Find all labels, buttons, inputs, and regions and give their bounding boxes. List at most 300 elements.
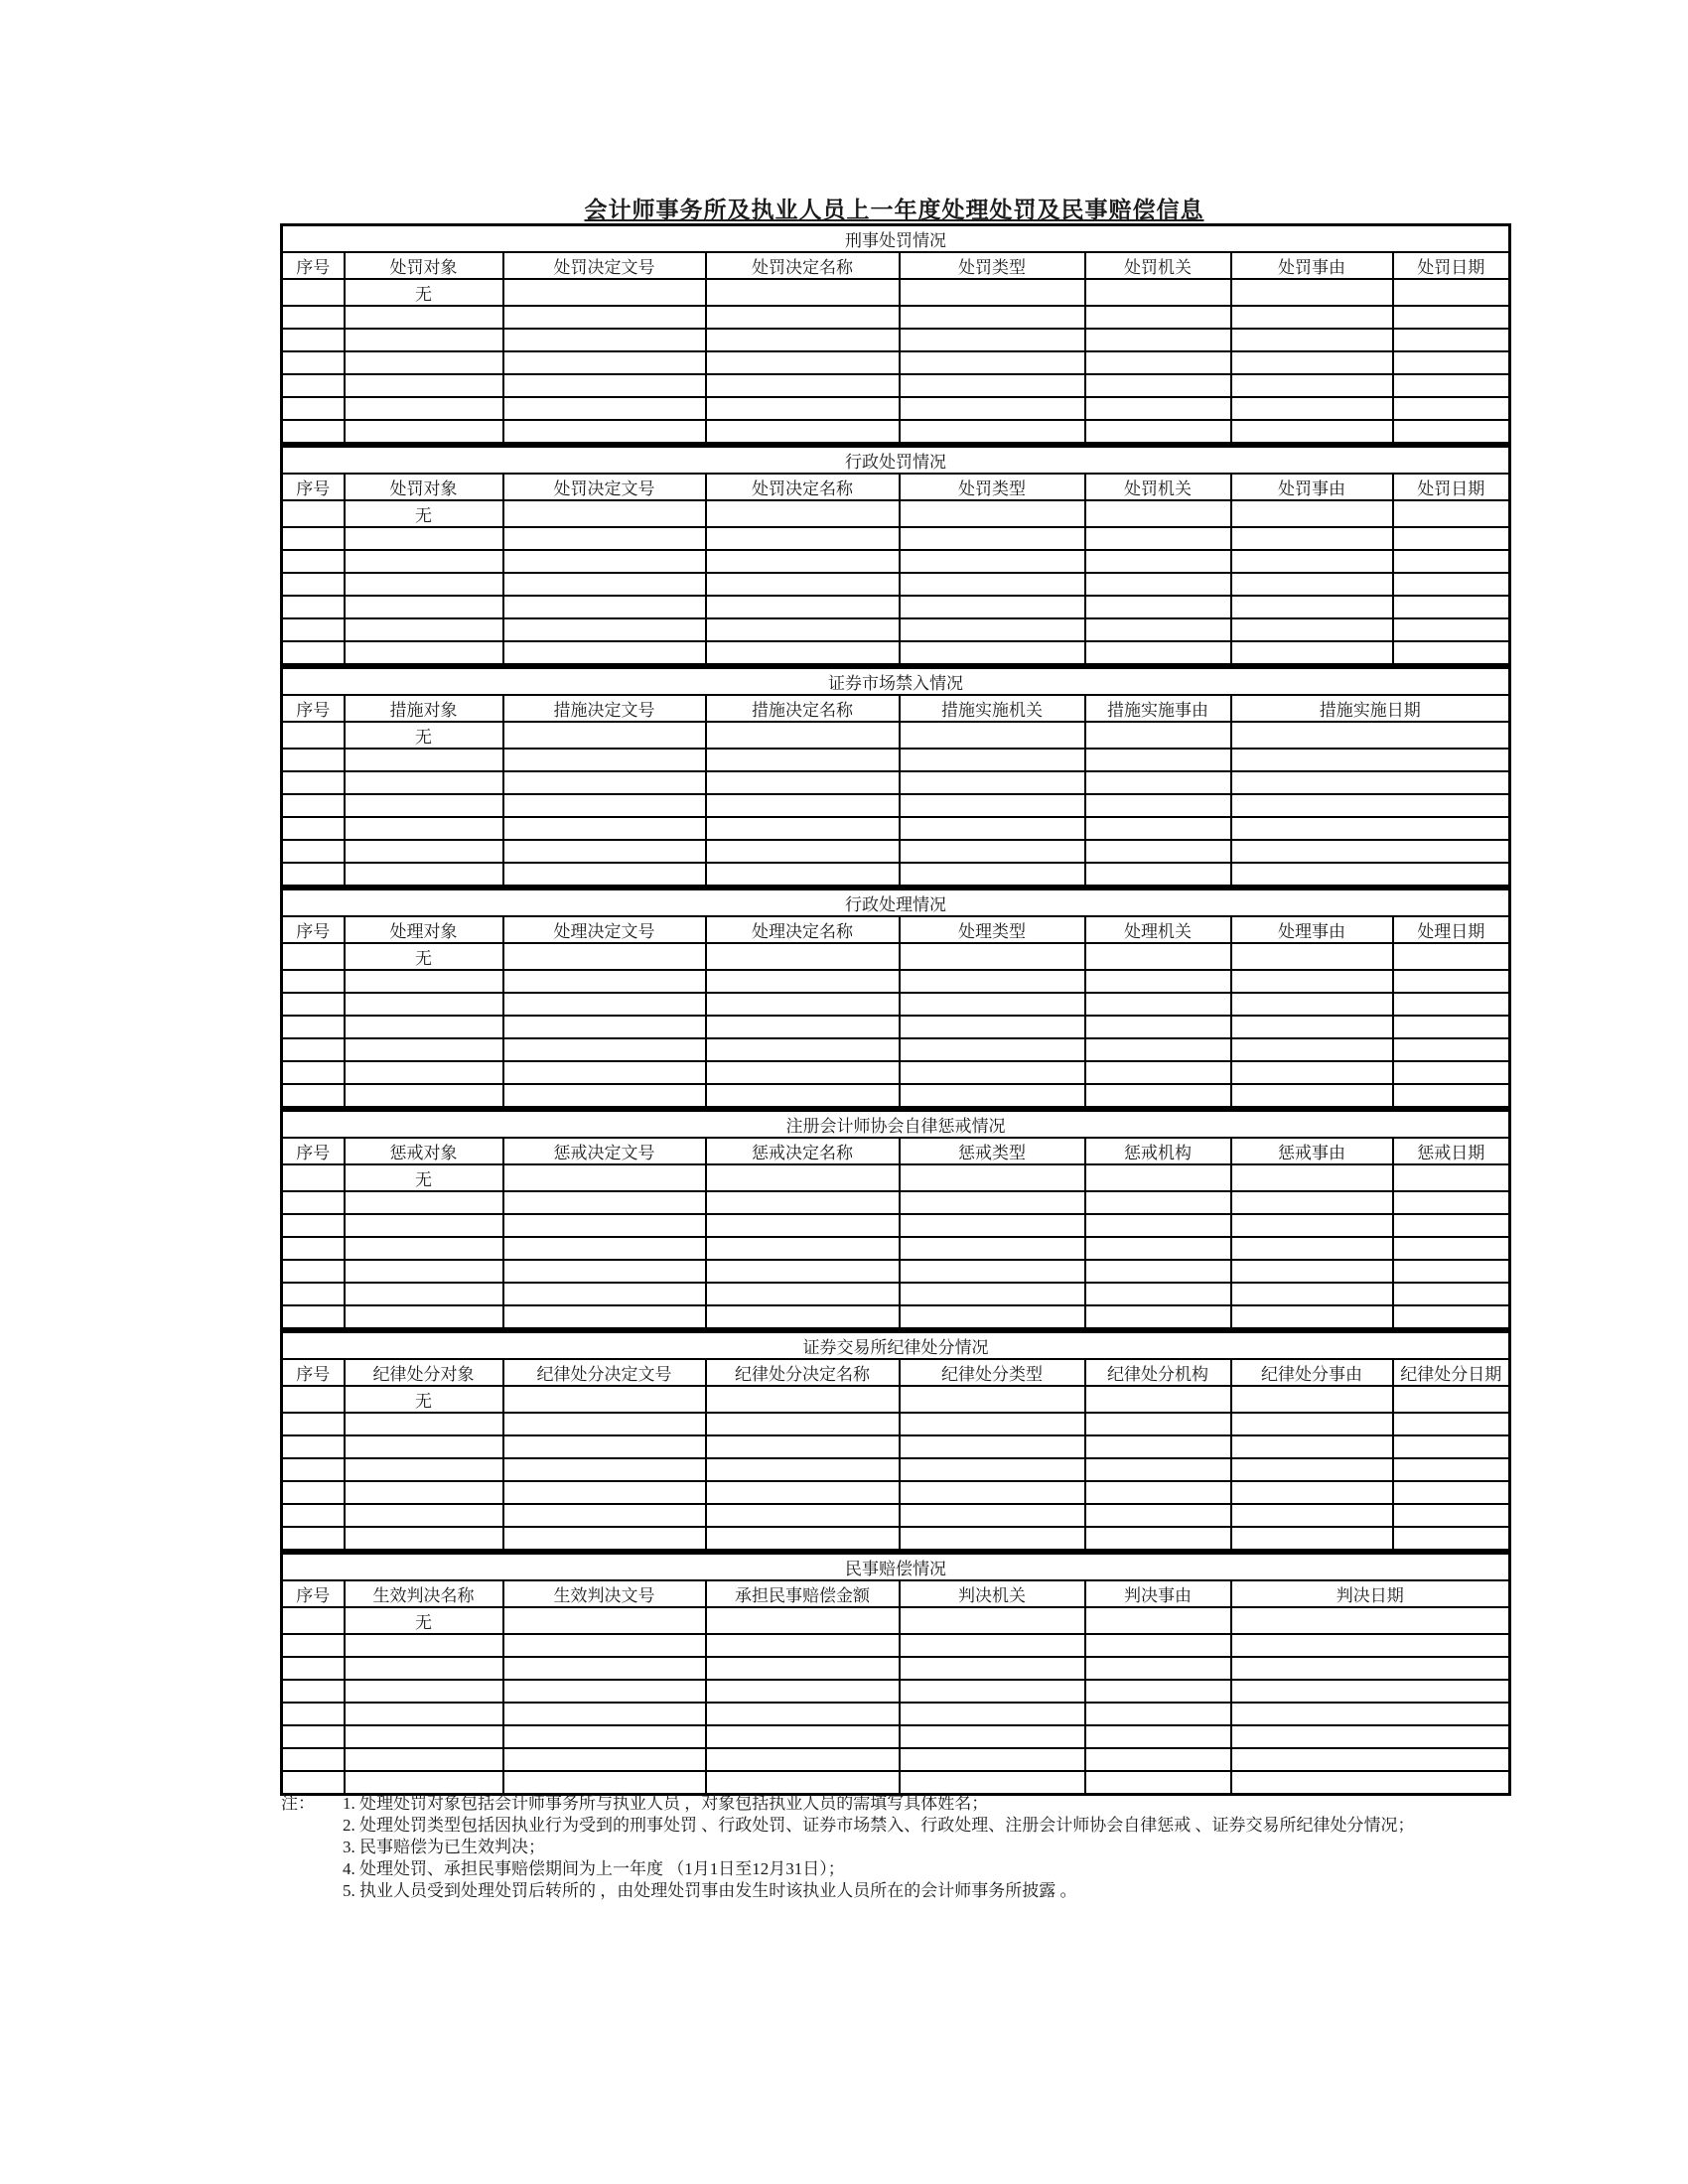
column-header: 处罚日期 <box>1393 252 1510 279</box>
empty-cell <box>900 573 1085 596</box>
empty-cell <box>900 329 1085 351</box>
empty-cell <box>1231 1458 1393 1481</box>
empty-cell <box>1393 618 1510 641</box>
empty-cell <box>503 749 706 771</box>
table-row <box>282 1061 1510 1084</box>
no-record-cell: 无 <box>345 1607 503 1634</box>
empty-cell <box>900 550 1085 573</box>
empty-cell <box>1393 306 1510 329</box>
empty-cell <box>503 351 706 374</box>
column-header: 惩戒机构 <box>1085 1138 1231 1164</box>
empty-cell <box>706 351 900 374</box>
empty-cell <box>282 279 345 306</box>
column-header: 措施决定名称 <box>706 695 900 722</box>
column-header: 序号 <box>282 1580 345 1607</box>
column-header: 序号 <box>282 695 345 722</box>
table-row <box>282 771 1510 794</box>
empty-cell <box>1231 1634 1510 1657</box>
note-item: 3. 民事赔偿为已生效判决； <box>343 1838 545 1856</box>
column-header: 处罚对象 <box>345 474 503 500</box>
empty-cell <box>1085 749 1231 771</box>
column-header: 纪律处分决定文号 <box>503 1359 706 1386</box>
empty-cell <box>1393 1435 1510 1458</box>
empty-cell <box>1393 1084 1510 1108</box>
no-record-cell: 无 <box>345 943 503 970</box>
column-header: 判决日期 <box>1231 1580 1510 1607</box>
notes <box>281 1793 1572 1902</box>
empty-cell <box>900 817 1085 840</box>
empty-cell <box>503 374 706 397</box>
empty-cell <box>706 722 900 749</box>
empty-cell <box>1085 618 1231 641</box>
empty-cell <box>1231 1386 1393 1413</box>
empty-cell <box>503 1237 706 1260</box>
table-row <box>282 1283 1510 1305</box>
empty-cell <box>1393 1237 1510 1260</box>
empty-cell <box>1085 1657 1231 1680</box>
empty-cell <box>282 573 345 596</box>
column-header: 生效判决文号 <box>503 1580 706 1607</box>
empty-cell <box>345 1260 503 1283</box>
section-table-3 <box>280 666 1511 887</box>
empty-cell <box>706 1061 900 1084</box>
empty-cell <box>1085 573 1231 596</box>
empty-cell <box>706 1413 900 1435</box>
table-row <box>282 1504 1510 1527</box>
column-header: 惩戒事由 <box>1231 1138 1393 1164</box>
empty-cell <box>1393 527 1510 550</box>
empty-cell <box>706 279 900 306</box>
empty-cell <box>503 1084 706 1108</box>
empty-cell <box>706 1386 900 1413</box>
empty-cell <box>282 1084 345 1108</box>
empty-cell <box>706 1771 900 1795</box>
empty-cell <box>1231 1771 1510 1795</box>
empty-cell <box>345 1435 503 1458</box>
empty-cell <box>282 618 345 641</box>
empty-cell <box>1085 1458 1231 1481</box>
empty-cell <box>1393 573 1510 596</box>
no-record-cell: 无 <box>345 279 503 306</box>
empty-cell <box>900 1016 1085 1038</box>
empty-cell <box>706 993 900 1016</box>
empty-cell <box>1393 993 1510 1016</box>
empty-cell <box>1231 1214 1393 1237</box>
empty-cell <box>282 1164 345 1191</box>
empty-cell <box>900 1657 1085 1680</box>
empty-cell <box>706 1214 900 1237</box>
empty-cell <box>1085 329 1231 351</box>
empty-cell <box>1393 397 1510 420</box>
table-row <box>282 618 1510 641</box>
empty-cell <box>706 397 900 420</box>
empty-cell <box>345 306 503 329</box>
table-row <box>282 1527 1510 1551</box>
empty-cell <box>1085 1725 1231 1748</box>
column-header: 序号 <box>282 916 345 943</box>
empty-cell <box>282 1061 345 1084</box>
empty-cell <box>1085 817 1231 840</box>
empty-cell <box>900 1084 1085 1108</box>
empty-cell <box>503 1481 706 1504</box>
empty-cell <box>1085 550 1231 573</box>
empty-cell <box>1231 397 1393 420</box>
table-row <box>282 527 1510 550</box>
empty-cell <box>706 771 900 794</box>
empty-cell <box>282 1283 345 1305</box>
empty-cell <box>345 1725 503 1748</box>
empty-cell <box>1085 397 1231 420</box>
empty-cell <box>1393 1481 1510 1504</box>
empty-cell <box>282 596 345 618</box>
column-header: 纪律处分事由 <box>1231 1359 1393 1386</box>
empty-cell <box>706 641 900 665</box>
empty-cell <box>1231 527 1393 550</box>
section-table-6 <box>280 1330 1511 1552</box>
empty-cell <box>706 943 900 970</box>
empty-cell <box>1085 1481 1231 1504</box>
table-row <box>282 1458 1510 1481</box>
table-row <box>282 1435 1510 1458</box>
empty-cell <box>1085 1634 1231 1657</box>
column-header: 生效判决名称 <box>345 1580 503 1607</box>
empty-cell <box>1231 500 1393 527</box>
empty-cell <box>900 1481 1085 1504</box>
empty-cell <box>282 329 345 351</box>
table-row <box>282 641 1510 665</box>
empty-cell <box>1231 1481 1393 1504</box>
table-row <box>282 500 1510 527</box>
empty-cell <box>1393 374 1510 397</box>
column-header: 序号 <box>282 474 345 500</box>
empty-cell <box>503 1386 706 1413</box>
empty-cell <box>282 817 345 840</box>
table-row <box>282 1016 1510 1038</box>
column-header: 惩戒决定文号 <box>503 1138 706 1164</box>
empty-cell <box>900 1771 1085 1795</box>
column-header: 措施决定文号 <box>503 695 706 722</box>
page-title: 会计师事务所及执业人员上一年度处理处罚及民事赔偿信息 <box>584 198 1204 222</box>
table-row <box>282 1680 1510 1703</box>
empty-cell <box>1231 840 1510 863</box>
empty-cell <box>900 397 1085 420</box>
empty-cell <box>900 618 1085 641</box>
column-header: 处理决定文号 <box>503 916 706 943</box>
empty-cell <box>282 306 345 329</box>
column-header: 纪律处分日期 <box>1393 1359 1510 1386</box>
empty-cell <box>900 279 1085 306</box>
empty-cell <box>345 840 503 863</box>
empty-cell <box>282 1413 345 1435</box>
column-header: 处理决定名称 <box>706 916 900 943</box>
empty-cell <box>900 1237 1085 1260</box>
table-row <box>282 1771 1510 1795</box>
empty-cell <box>1085 722 1231 749</box>
column-header: 处罚决定名称 <box>706 252 900 279</box>
empty-cell <box>282 1016 345 1038</box>
column-header: 处理日期 <box>1393 916 1510 943</box>
empty-cell <box>1231 1016 1393 1038</box>
note-item: 2. 处理处罚类型包括因执业行为受到的刑事处罚 、行政处罚、证券市场禁入、行政处理、注册会计师协会自律惩戒 、证券交易所纪律处分情况； <box>343 1816 1415 1835</box>
empty-cell <box>345 641 503 665</box>
empty-cell <box>503 306 706 329</box>
empty-cell <box>706 749 900 771</box>
empty-cell <box>282 1214 345 1237</box>
column-header: 纪律处分机构 <box>1085 1359 1231 1386</box>
empty-cell <box>900 641 1085 665</box>
empty-cell <box>706 527 900 550</box>
empty-cell <box>706 1260 900 1283</box>
note-item: 4. 处理处罚、承担民事赔偿期间为上一年度 （1月1日至12月31日）； <box>343 1859 845 1878</box>
empty-cell <box>900 1748 1085 1771</box>
empty-cell <box>1231 1607 1510 1634</box>
empty-cell <box>1085 1164 1231 1191</box>
table-row <box>282 1386 1510 1413</box>
empty-cell <box>345 749 503 771</box>
table-row <box>282 1413 1510 1435</box>
empty-cell <box>345 374 503 397</box>
empty-cell <box>1231 771 1510 794</box>
empty-cell <box>503 573 706 596</box>
column-header: 措施对象 <box>345 695 503 722</box>
section-table-4 <box>280 887 1511 1109</box>
empty-cell <box>1393 1386 1510 1413</box>
empty-cell <box>706 1703 900 1725</box>
empty-cell <box>900 1260 1085 1283</box>
section-table-7 <box>280 1552 1511 1796</box>
table-row <box>282 794 1510 817</box>
section-title: 民事赔偿情况 <box>282 1554 1510 1581</box>
penalty-tables <box>280 223 1511 1796</box>
empty-cell <box>345 1191 503 1214</box>
empty-cell <box>900 374 1085 397</box>
empty-cell <box>345 1016 503 1038</box>
empty-cell <box>1231 573 1393 596</box>
empty-cell <box>706 1481 900 1504</box>
table-row <box>282 306 1510 329</box>
empty-cell <box>1085 1038 1231 1061</box>
empty-cell <box>345 397 503 420</box>
empty-cell <box>345 1481 503 1504</box>
empty-cell <box>345 1748 503 1771</box>
empty-cell <box>345 1038 503 1061</box>
empty-cell <box>900 1305 1085 1329</box>
empty-cell <box>1231 1237 1393 1260</box>
empty-cell <box>282 420 345 444</box>
empty-cell <box>1393 1191 1510 1214</box>
empty-cell <box>282 641 345 665</box>
section-title: 证券交易所纪律处分情况 <box>282 1332 1510 1360</box>
empty-cell <box>503 1634 706 1657</box>
empty-cell <box>503 1038 706 1061</box>
column-header: 处理机关 <box>1085 916 1231 943</box>
column-header: 处罚决定文号 <box>503 474 706 500</box>
table-row <box>282 1305 1510 1329</box>
empty-cell <box>1231 970 1393 993</box>
empty-cell <box>1231 329 1393 351</box>
empty-cell <box>706 1725 900 1748</box>
empty-cell <box>345 1458 503 1481</box>
empty-cell <box>1085 1386 1231 1413</box>
empty-cell <box>1393 1061 1510 1084</box>
empty-cell <box>345 1680 503 1703</box>
empty-cell <box>503 1527 706 1551</box>
empty-cell <box>1231 943 1393 970</box>
column-header: 承担民事赔偿金额 <box>706 1580 900 1607</box>
empty-cell <box>1393 351 1510 374</box>
empty-cell <box>706 573 900 596</box>
column-header: 纪律处分类型 <box>900 1359 1085 1386</box>
empty-cell <box>900 840 1085 863</box>
empty-cell <box>282 1458 345 1481</box>
empty-cell <box>282 1305 345 1329</box>
empty-cell <box>345 817 503 840</box>
column-header: 处理事由 <box>1231 916 1393 943</box>
empty-cell <box>282 1725 345 1748</box>
column-header: 惩戒日期 <box>1393 1138 1510 1164</box>
empty-cell <box>345 1214 503 1237</box>
empty-cell <box>900 1283 1085 1305</box>
empty-cell <box>503 596 706 618</box>
empty-cell <box>503 794 706 817</box>
empty-cell <box>706 329 900 351</box>
empty-cell <box>706 420 900 444</box>
empty-cell <box>900 1214 1085 1237</box>
empty-cell <box>282 1527 345 1551</box>
empty-cell <box>1231 1191 1393 1214</box>
empty-cell <box>706 1657 900 1680</box>
empty-cell <box>1085 863 1231 887</box>
empty-cell <box>706 863 900 887</box>
empty-cell <box>503 1504 706 1527</box>
empty-cell <box>1231 351 1393 374</box>
table-row <box>282 1634 1510 1657</box>
empty-cell <box>900 420 1085 444</box>
empty-cell <box>1085 527 1231 550</box>
empty-cell <box>345 1657 503 1680</box>
table-row <box>282 943 1510 970</box>
empty-cell <box>503 329 706 351</box>
empty-cell <box>1231 618 1393 641</box>
empty-cell <box>503 1191 706 1214</box>
empty-cell <box>282 1260 345 1283</box>
empty-cell <box>1231 1703 1510 1725</box>
empty-cell <box>706 1504 900 1527</box>
empty-cell <box>1085 943 1231 970</box>
empty-cell <box>1231 1283 1393 1305</box>
column-header: 处罚决定文号 <box>503 252 706 279</box>
empty-cell <box>345 420 503 444</box>
empty-cell <box>1085 420 1231 444</box>
table-row <box>282 351 1510 374</box>
empty-cell <box>345 351 503 374</box>
table-row <box>282 1084 1510 1108</box>
column-header: 处罚事由 <box>1231 252 1393 279</box>
empty-cell <box>503 1458 706 1481</box>
empty-cell <box>1231 641 1393 665</box>
empty-cell <box>900 500 1085 527</box>
notes-label: 注： <box>281 1794 315 1813</box>
empty-cell <box>282 527 345 550</box>
empty-cell <box>706 1527 900 1551</box>
empty-cell <box>503 500 706 527</box>
table-row <box>282 1703 1510 1725</box>
empty-cell <box>1393 550 1510 573</box>
empty-cell <box>1393 1164 1510 1191</box>
no-record-cell: 无 <box>345 1164 503 1191</box>
empty-cell <box>345 1084 503 1108</box>
empty-cell <box>282 970 345 993</box>
table-row <box>282 1481 1510 1504</box>
empty-cell <box>282 397 345 420</box>
empty-cell <box>282 374 345 397</box>
empty-cell <box>706 1084 900 1108</box>
column-header: 处罚类型 <box>900 474 1085 500</box>
empty-cell <box>345 970 503 993</box>
empty-cell <box>1393 1016 1510 1038</box>
empty-cell <box>345 1305 503 1329</box>
empty-cell <box>1085 771 1231 794</box>
empty-cell <box>503 863 706 887</box>
empty-cell <box>345 1527 503 1551</box>
column-header: 处罚对象 <box>345 252 503 279</box>
table-row <box>282 1214 1510 1237</box>
table-row <box>282 863 1510 887</box>
empty-cell <box>1085 1214 1231 1237</box>
empty-cell <box>706 550 900 573</box>
empty-cell <box>900 1680 1085 1703</box>
empty-cell <box>706 1607 900 1634</box>
column-header: 处罚类型 <box>900 252 1085 279</box>
empty-cell <box>706 970 900 993</box>
no-record-cell: 无 <box>345 500 503 527</box>
empty-cell <box>503 1703 706 1725</box>
table-row <box>282 420 1510 444</box>
column-header: 纪律处分决定名称 <box>706 1359 900 1386</box>
empty-cell <box>345 1504 503 1527</box>
empty-cell <box>900 351 1085 374</box>
empty-cell <box>1085 1435 1231 1458</box>
empty-cell <box>1085 1413 1231 1435</box>
empty-cell <box>1231 1084 1393 1108</box>
empty-cell <box>282 1435 345 1458</box>
empty-cell <box>1393 1504 1510 1527</box>
empty-cell <box>1085 351 1231 374</box>
column-header: 处罚机关 <box>1085 474 1231 500</box>
empty-cell <box>900 1458 1085 1481</box>
column-header: 惩戒决定名称 <box>706 1138 900 1164</box>
empty-cell <box>503 527 706 550</box>
empty-cell <box>1085 1504 1231 1527</box>
table-row <box>282 1164 1510 1191</box>
no-record-cell: 无 <box>345 722 503 749</box>
empty-cell <box>900 993 1085 1016</box>
note-item: 1. 处理处罚对象包括会计师事务所与执业人员 ，对象包括执业人员的需填写具体姓名； <box>343 1794 989 1813</box>
empty-cell <box>345 618 503 641</box>
empty-cell <box>1231 1748 1510 1771</box>
empty-cell <box>706 1435 900 1458</box>
empty-cell <box>706 306 900 329</box>
empty-cell <box>503 618 706 641</box>
empty-cell <box>1085 1771 1231 1795</box>
empty-cell <box>1393 1283 1510 1305</box>
section-title: 行政处罚情况 <box>282 447 1510 475</box>
empty-cell <box>1393 1260 1510 1283</box>
column-header: 处罚机关 <box>1085 252 1231 279</box>
empty-cell <box>1085 279 1231 306</box>
empty-cell <box>503 397 706 420</box>
table-row <box>282 1725 1510 1748</box>
